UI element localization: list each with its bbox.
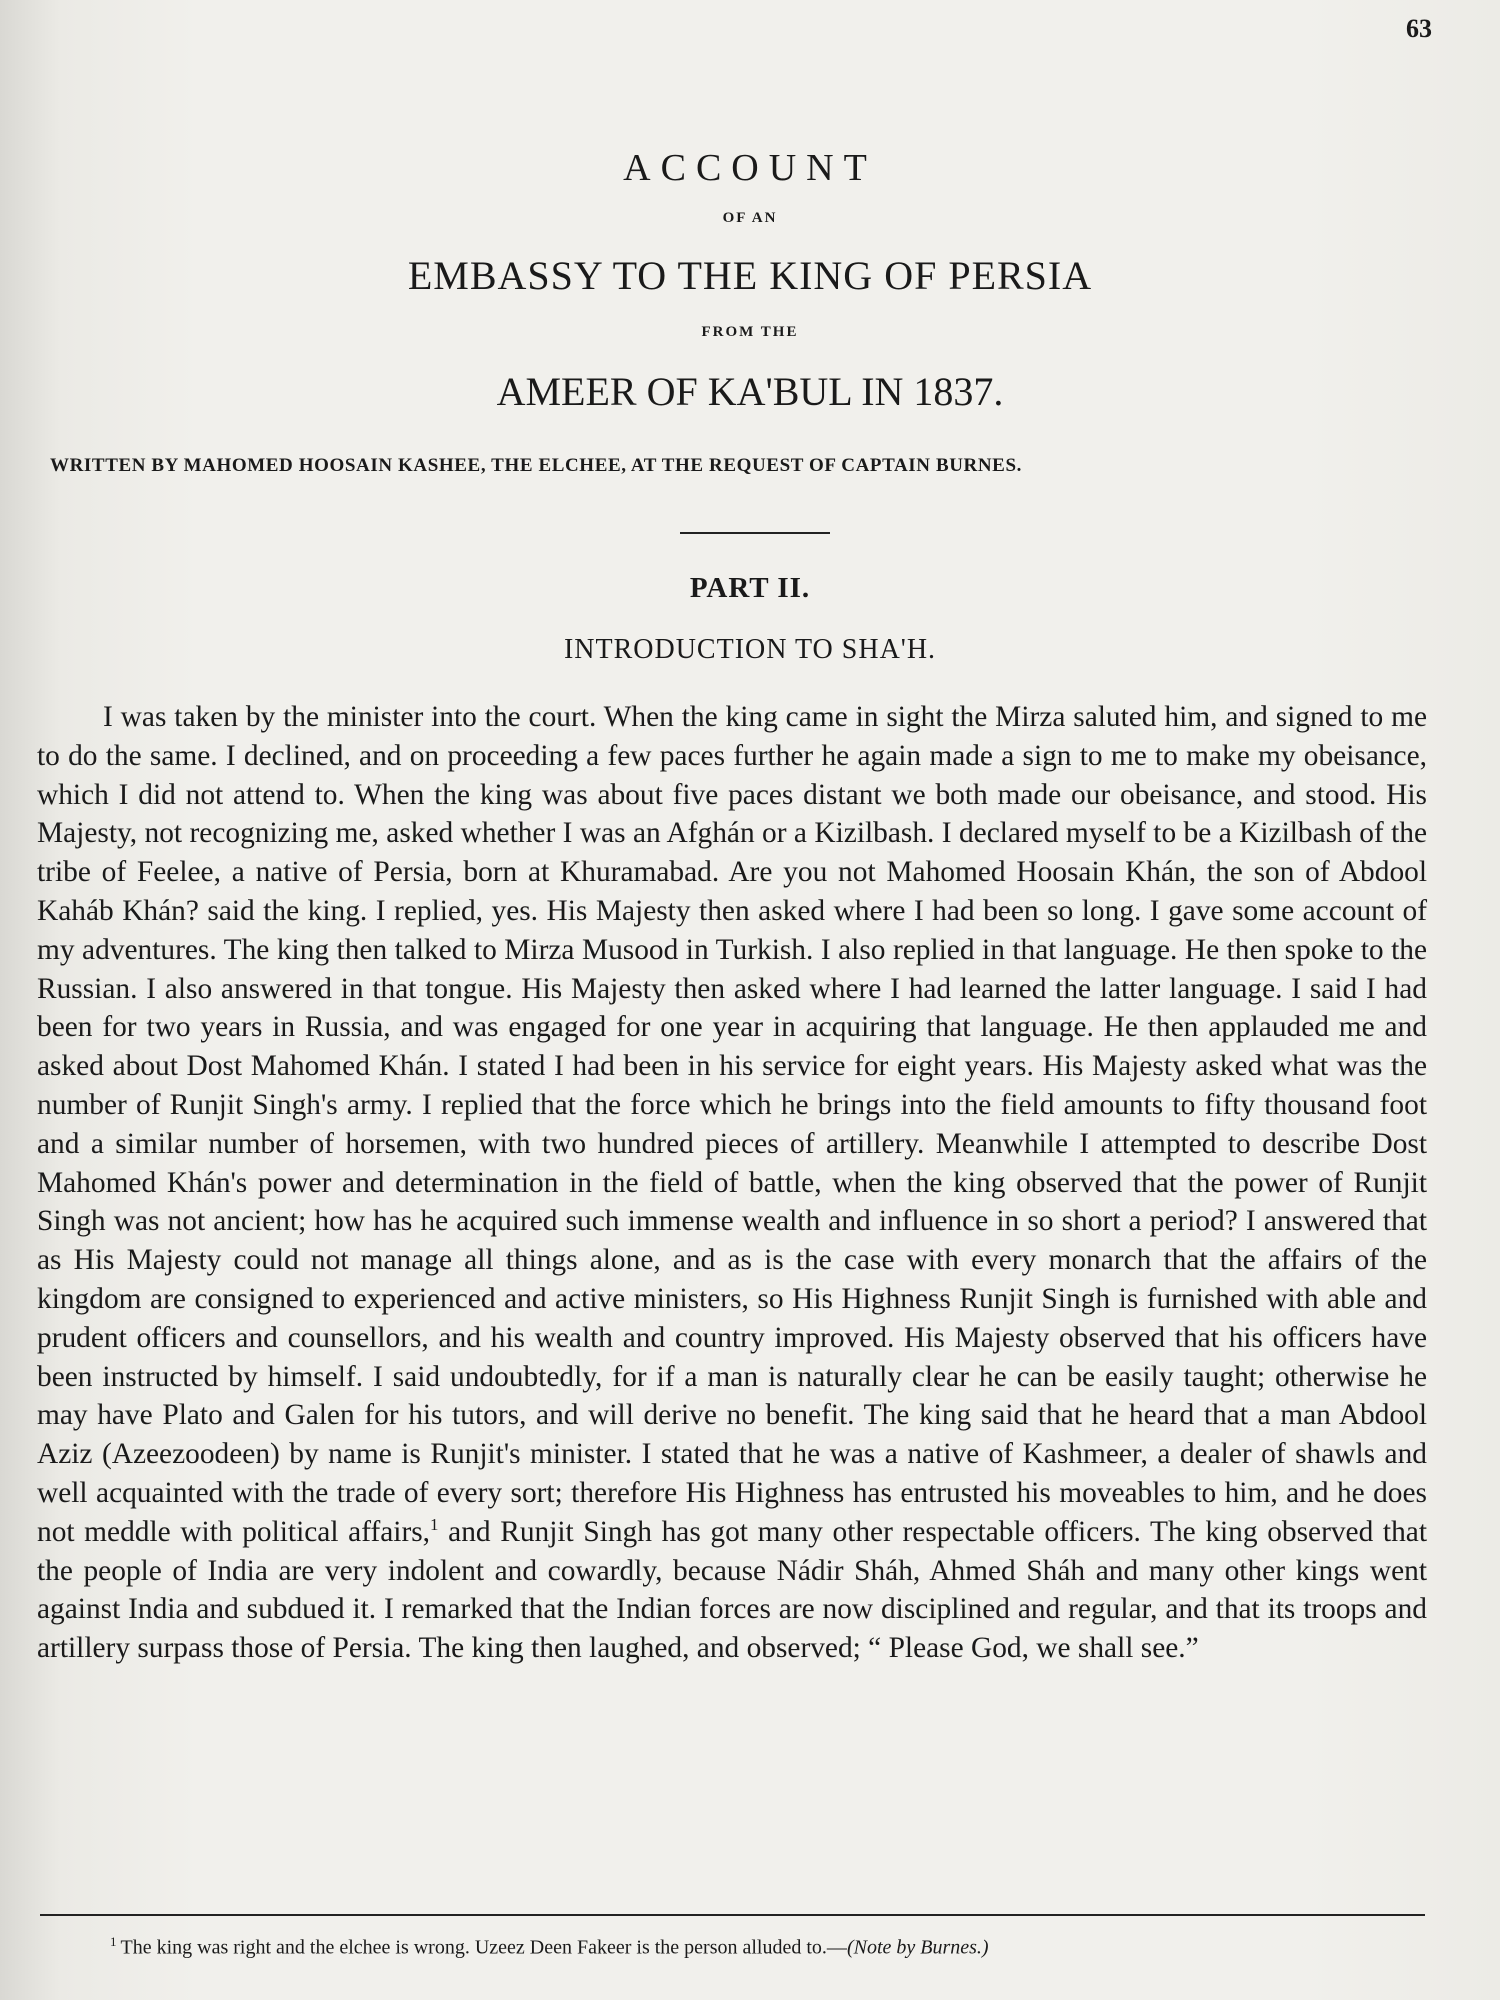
footnote xyxy=(110,1934,1430,1960)
footnote-divider xyxy=(40,1914,1425,1916)
footnote-mark: 1 xyxy=(110,1934,117,1949)
bleed-through-header xyxy=(290,40,1190,66)
author-line: WRITTEN BY MAHOMED HOOSAIN KASHEE, THE ELCHEE, AT THE REQUEST OF CAPTAIN BURNES. xyxy=(50,455,1022,476)
body-paragraph xyxy=(37,698,1427,1668)
title-account: ACCOUNT xyxy=(623,147,877,189)
section-heading: INTRODUCTION TO SHA'H. xyxy=(563,634,937,665)
footnote-attribution: (Note by Burnes.) xyxy=(846,1936,989,1959)
title-of-an: OF AN xyxy=(722,210,778,226)
title-divider xyxy=(680,532,830,534)
title-ameer: AMEER OF KA'BUL IN 1837. xyxy=(496,369,1004,414)
title-from-the: FROM THE xyxy=(701,324,799,340)
footnote-reference[interactable]: 1 xyxy=(430,1514,439,1534)
body-text-part-1: I was taken by the minister into the court. When the king came in sight the Mirza saluted him, and signed to me to do the same. I declined, and on proceeding a few paces further he again made a sign to me to make my obeisance, which I did not attend to. When the king was about five paces distant we both made our obeisance, and stood. His Majesty, not recognizing me, asked whether I was an Afghán or a Kizilbash. I declared myself to be a Kizilbash of the tribe of Feelee, a native of Persia, born at Khuramabad. Are you not Mahomed Hoosain Khán, the son of Abdool Kaháb Khán? said the king. I replied, yes. His Majesty then asked where I had been so long. I gave some account of my adventures. The king then talked to Mirza Musood in Turkish. I also replied in that language. He then spoke to the Russian. I also answered in that tongue. His Majesty then asked where I had learned the latter language. I said I had been for two years in Russia, and was engaged for one year in acquiring that language. He then applauded me and asked about Dost Mahomed Khán. I stated I had been in his service for eight years. His Majesty asked what was the number of Runjit Singh's army. I replied that the force which he brings into the field amounts to fifty thousand foot and a similar number of horsemen, with two hundred pieces of artillery. Meanwhile I attempted to describe Dost Mahomed Khán's power and determination in the field of battle, when the king observed that the power of Runjit Singh was not ancient; how has he acquired such immense wealth and influence in so short a period? I answered that as His Majesty could not manage all things alone, and as is the case with every monarch that the affairs of the kingdom are consigned to experienced and active ministers, so His Highness Runjit Singh is furnished with able and prudent officers and counsellors, and his wealth and country improved. His Majesty observed that his officers have been instructed by himself. I said undoubtedly, for if a man is naturally clear he can be easily taught; otherwise he may have Plato and Galen for his tutors, and will derive no benefit. The king said that he heard that a man Abdool Aziz (Azeezoodeen) by name is Runjit's minister. I stated that he was a native of Kashmeer, a dealer of shawls and well acquainted with the trade of every sort; therefore His Highness has entrusted his moveables to him, and he does not meddle with political affairs, xyxy=(37,701,1427,1548)
body-text-part-2: and Runjit Singh has got many other respectable officers. The king observed that the people of India are very indolent and cowardly, because Nádir Sháh, Ahmed Sháh and many other kings went against India and subdued it. I remarked that the Indian forces are now disciplined and regular, and that its troops and artillery surpass those of Persia. The king then laughed, and observed; “ Please God, we shall see.” xyxy=(37,1515,1427,1665)
footnote-text: The king was right and the elchee is wrong. Uzeez Deen Fakeer is the person alluded to.— xyxy=(120,1936,847,1959)
title-embassy: EMBASSY TO THE KING OF PERSIA xyxy=(407,253,1093,298)
page-number: 63 xyxy=(1406,14,1432,43)
part-heading: PART II. xyxy=(689,572,811,604)
